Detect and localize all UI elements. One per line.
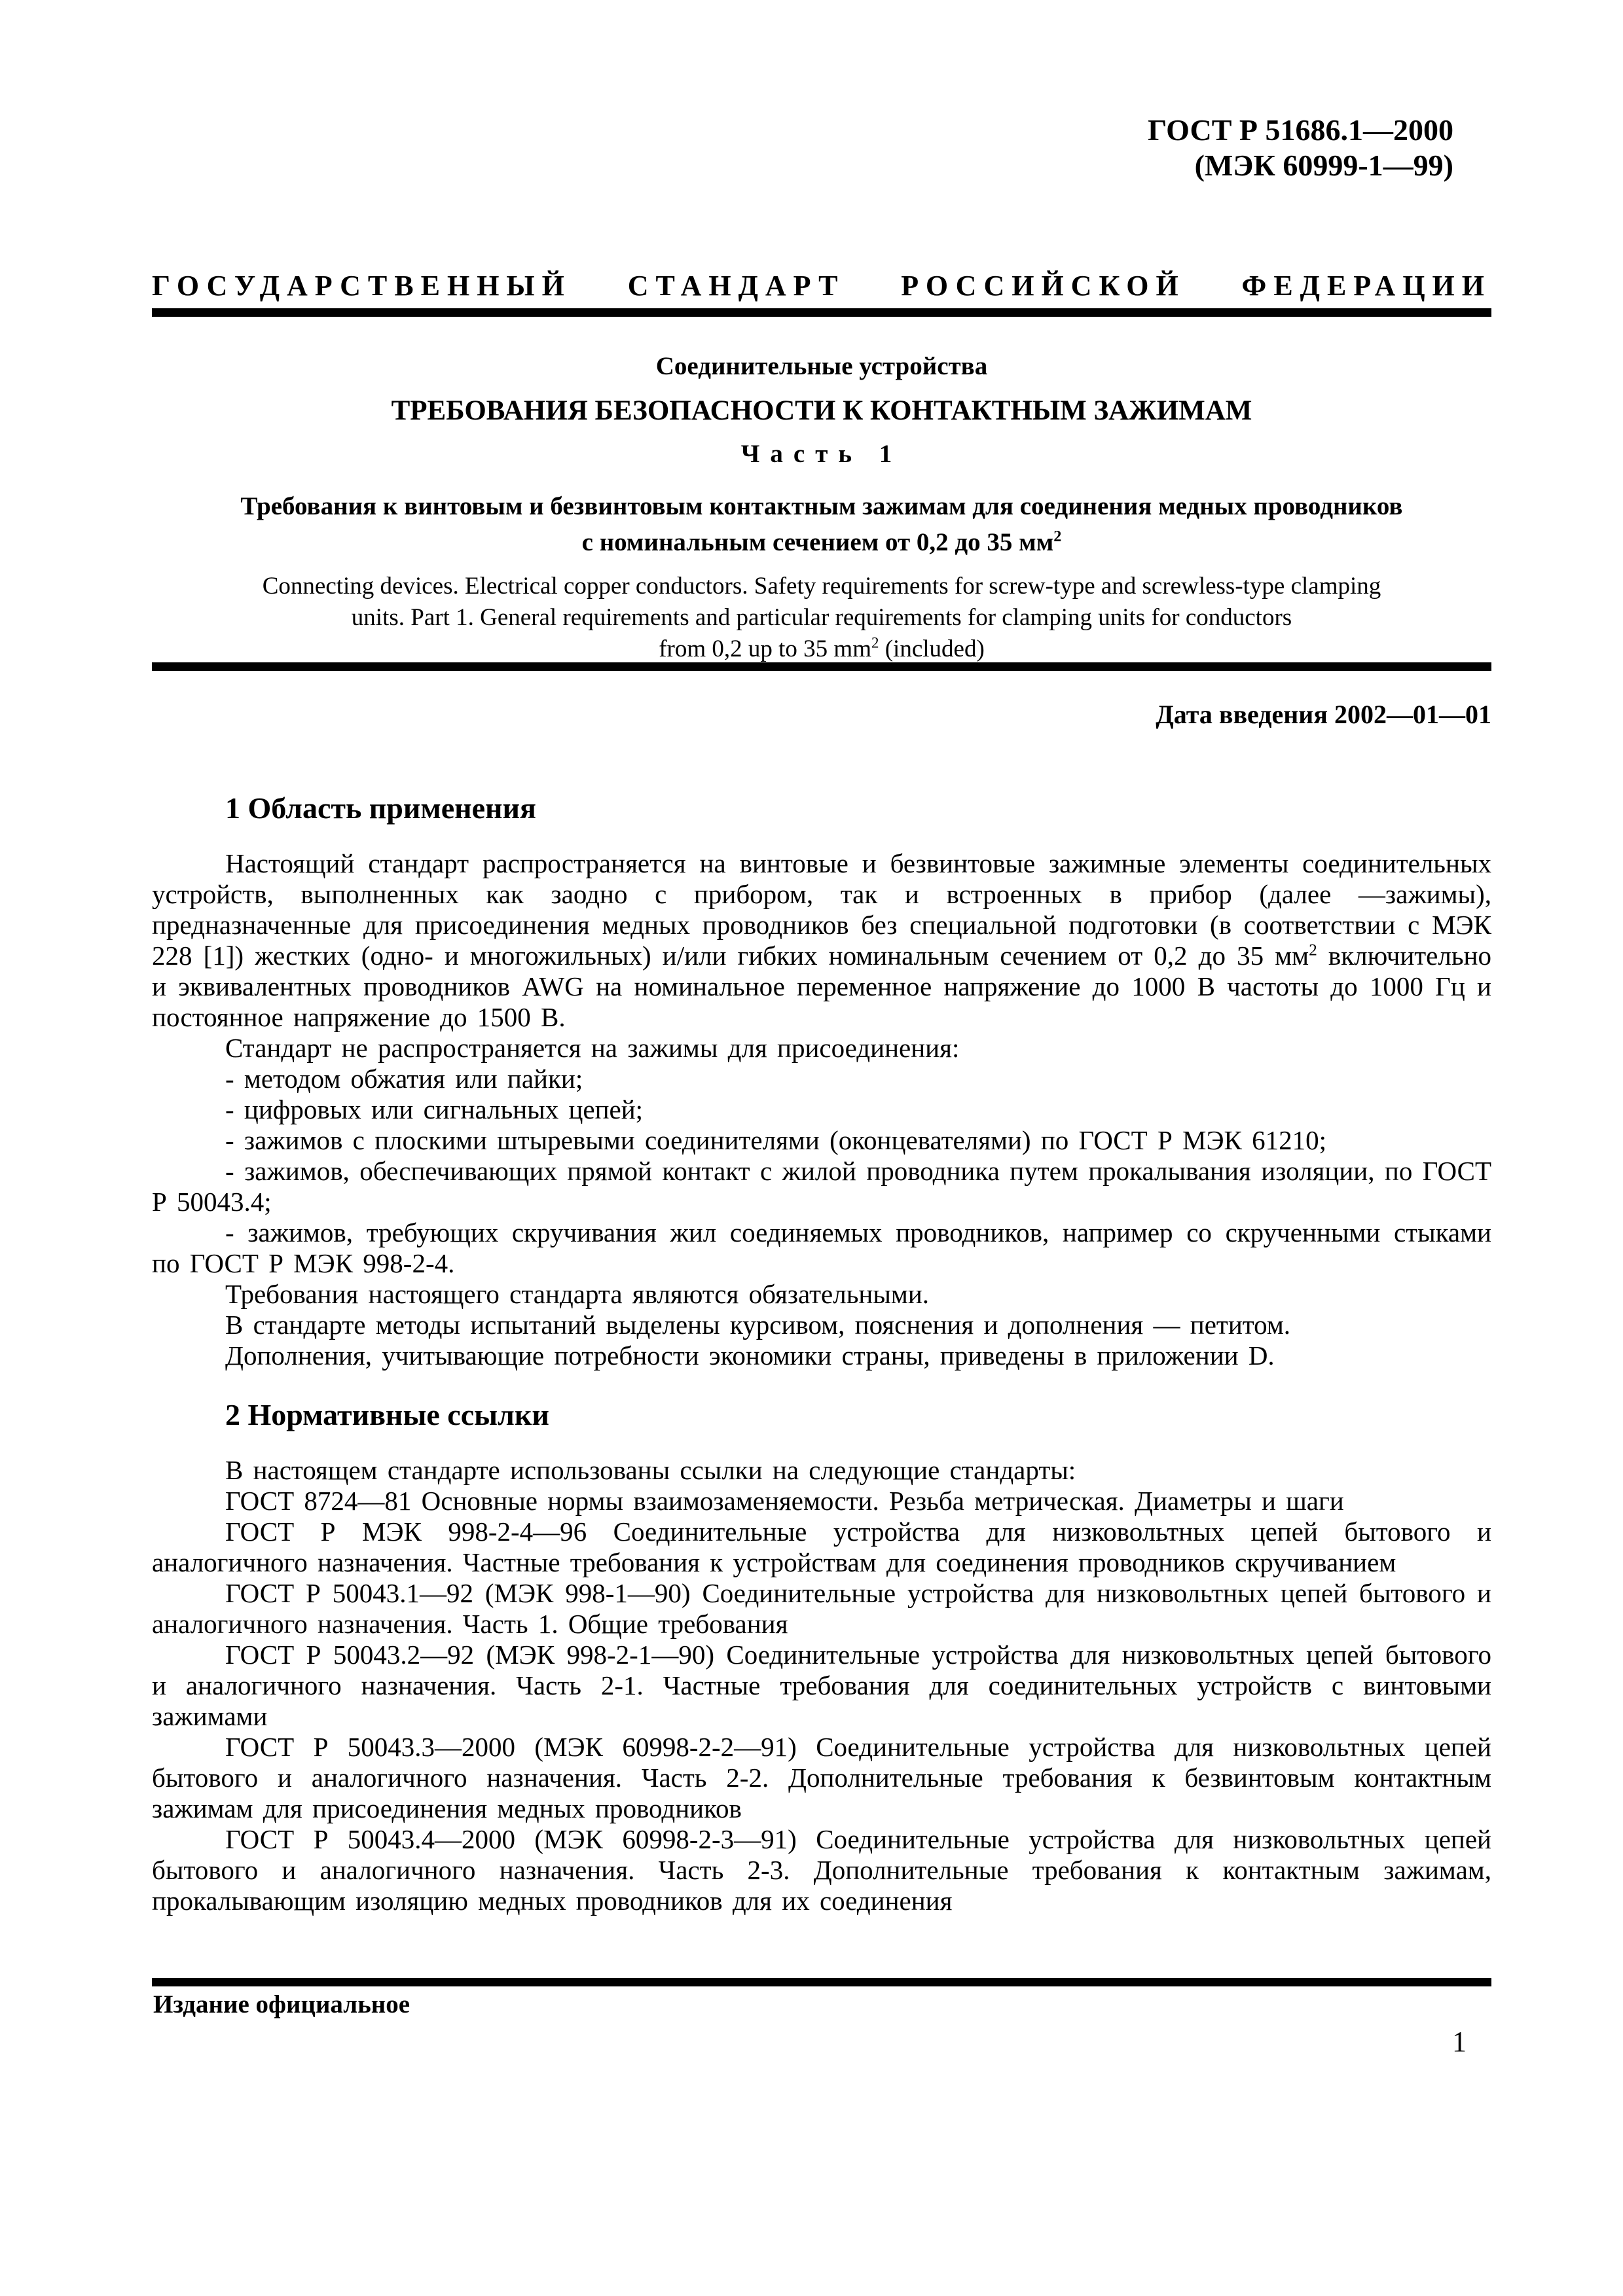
scope-list-item: - зажимов, требующих скручивания жил соединяемых проводников, например со скрученными стыками по ГОСТ Р МЭК 998-2-4. <box>152 1217 1491 1278</box>
edition-note: Издание официальное <box>153 1990 410 2018</box>
footer-rule <box>152 1978 1491 1986</box>
subtitle-english-line2: units. Part 1. General requirements and particular requirements for clamping units for conductors <box>351 604 1292 631</box>
reference-item: ГОСТ Р МЭК 998-2-4—96 Соединительные устройства для низковольтных цепей бытового и аналогичного назначения. Частные требования к устройствам для соединения проводников скручиванием <box>152 1516 1491 1577</box>
square-superscript: 2 <box>1053 528 1062 545</box>
square-superscript: 2 <box>1309 941 1317 960</box>
subtitle-english <box>152 571 1491 665</box>
subtitle-russian-line2-text: с номинальным сечением от 0,2 до 35 мм <box>581 528 1054 556</box>
reference-item: ГОСТ Р 50043.4—2000 (МЭК 60998-2-3—91) Соединительные устройства для низковольтных цепей бытового и аналогичного назначения. Часть 2-3. Дополнительные требования к контактным зажимам, прокалывающим изоляцию медных проводников для их соединения <box>152 1824 1491 1916</box>
reference-item: ГОСТ Р 50043.3—2000 (МЭК 60998-2-2—91) Соединительные устройства для низковольтных цепей бытового и аналогичного назначения. Часть 2-2. Дополнительные требования к безвинтовым контактным зажимам для присоединения медных проводников <box>152 1732 1491 1823</box>
subtitle-english-line3-text: from 0,2 up to 35 mm <box>659 636 871 662</box>
subtitle-russian-line1: Требования к винтовым и безвинтовым контактным зажимам для соединения медных проводников <box>240 492 1403 520</box>
document-code-block <box>1148 113 1453 183</box>
reference-item: ГОСТ 8724—81 Основные нормы взаимозаменяемости. Резьба метрическая. Диаметры и шаги <box>225 1486 1344 1516</box>
scope-paragraph-1-tail: включительно и эквивалентных проводников AWG на номинальное переменное напряжение до 1000 В частоты до 1000 Гц и постоянное напряжение до 1500 В. <box>152 941 1491 1032</box>
document-code-line1: ГОСТ Р 51686.1—2000 <box>1148 113 1453 147</box>
section-1-heading: 1 Область применения <box>225 791 536 825</box>
document-code-line2: (МЭК 60999-1—99) <box>1194 149 1453 182</box>
references-intro: В настоящем стандарте использованы ссылки на следующие стандарты: <box>225 1455 1076 1485</box>
main-title: ТРЕБОВАНИЯ БЕЗОПАСНОСТИ К КОНТАКТНЫМ ЗАЖИМАМ <box>391 395 1252 426</box>
scope-paragraph-1 <box>152 848 1491 1033</box>
scope-paragraph: Стандарт не распространяется на зажимы для присоединения: <box>225 1033 960 1063</box>
scope-paragraph: Дополнения, учитывающие потребности экономики страны, приведены в приложении D. <box>225 1340 1275 1371</box>
scope-list-item: - зажимов с плоскими штыревыми соединителями (оконцевателями) по ГОСТ Р МЭК 61210; <box>225 1125 1327 1155</box>
section-2-heading: 2 Нормативные ссылки <box>225 1398 549 1431</box>
page-number: 1 <box>1452 2026 1467 2058</box>
reference-item: ГОСТ Р 50043.2—92 (МЭК 998-2-1—90) Соединительные устройства для низковольтных цепей бытового и аналогичного назначения. Часть 2-1. Частные требования для соединительных устройств с винтовыми зажимами <box>152 1640 1491 1731</box>
scope-paragraph: В стандарте методы испытаний выделены курсивом, пояснения и дополнения — петитом. <box>225 1310 1291 1340</box>
banner-rule <box>152 308 1491 317</box>
subtitle-english-line1: Connecting devices. Electrical copper conductors. Safety requirements for screw-type and screwless-type clamping <box>262 573 1381 600</box>
scope-list-item: - методом обжатия или пайки; <box>225 1064 583 1094</box>
document-body <box>152 791 1491 1916</box>
subtitle-english-line3 <box>152 634 1491 665</box>
scope-paragraph: Требования настоящего стандарта являются обязательными. <box>225 1279 930 1309</box>
square-superscript: 2 <box>871 634 879 651</box>
state-standard-banner: ГОСУДАРСТВЕННЫЙ СТАНДАРТ РОССИЙСКОЙ ФЕДЕРАЦИИ <box>152 270 1491 302</box>
scope-list-item: - цифровых или сигнальных цепей; <box>225 1094 644 1124</box>
subtitle-russian-line2 <box>152 524 1491 560</box>
group-title: Соединительные устройства <box>655 352 988 380</box>
scope-paragraph-1-text: Настоящий стандарт распространяется на винтовые и безвинтовые зажимные элементы соединительных устройств, выполненных как заодно с прибором, так и встроенных в прибор (далее —зажимы), предназначенные для присоединения медных проводников без специальной подготовки (в соответствии с МЭК 228 [1]) жестких (одно- и многожильных) и/или гибких номинальным сечением от 0,2 до 35 мм <box>152 848 1491 971</box>
subtitle-russian <box>152 488 1491 560</box>
title-block <box>152 351 1491 665</box>
scope-list-item: - зажимов, обеспечивающих прямой контакт с жилой проводника путем прокалывания изоляции, по ГОСТ Р 50043.4; <box>152 1156 1491 1217</box>
date-rule <box>152 662 1491 671</box>
reference-item: ГОСТ Р 50043.1—92 (МЭК 998-1—90) Соединительные устройства для низковольтных цепей бытового и аналогичного назначения. Часть 1. Общие требования <box>152 1578 1491 1639</box>
subtitle-english-line3-tail: (included) <box>879 636 985 662</box>
effective-date: Дата введения 2002—01—01 <box>1156 700 1491 729</box>
part-label: Часть 1 <box>740 440 903 468</box>
